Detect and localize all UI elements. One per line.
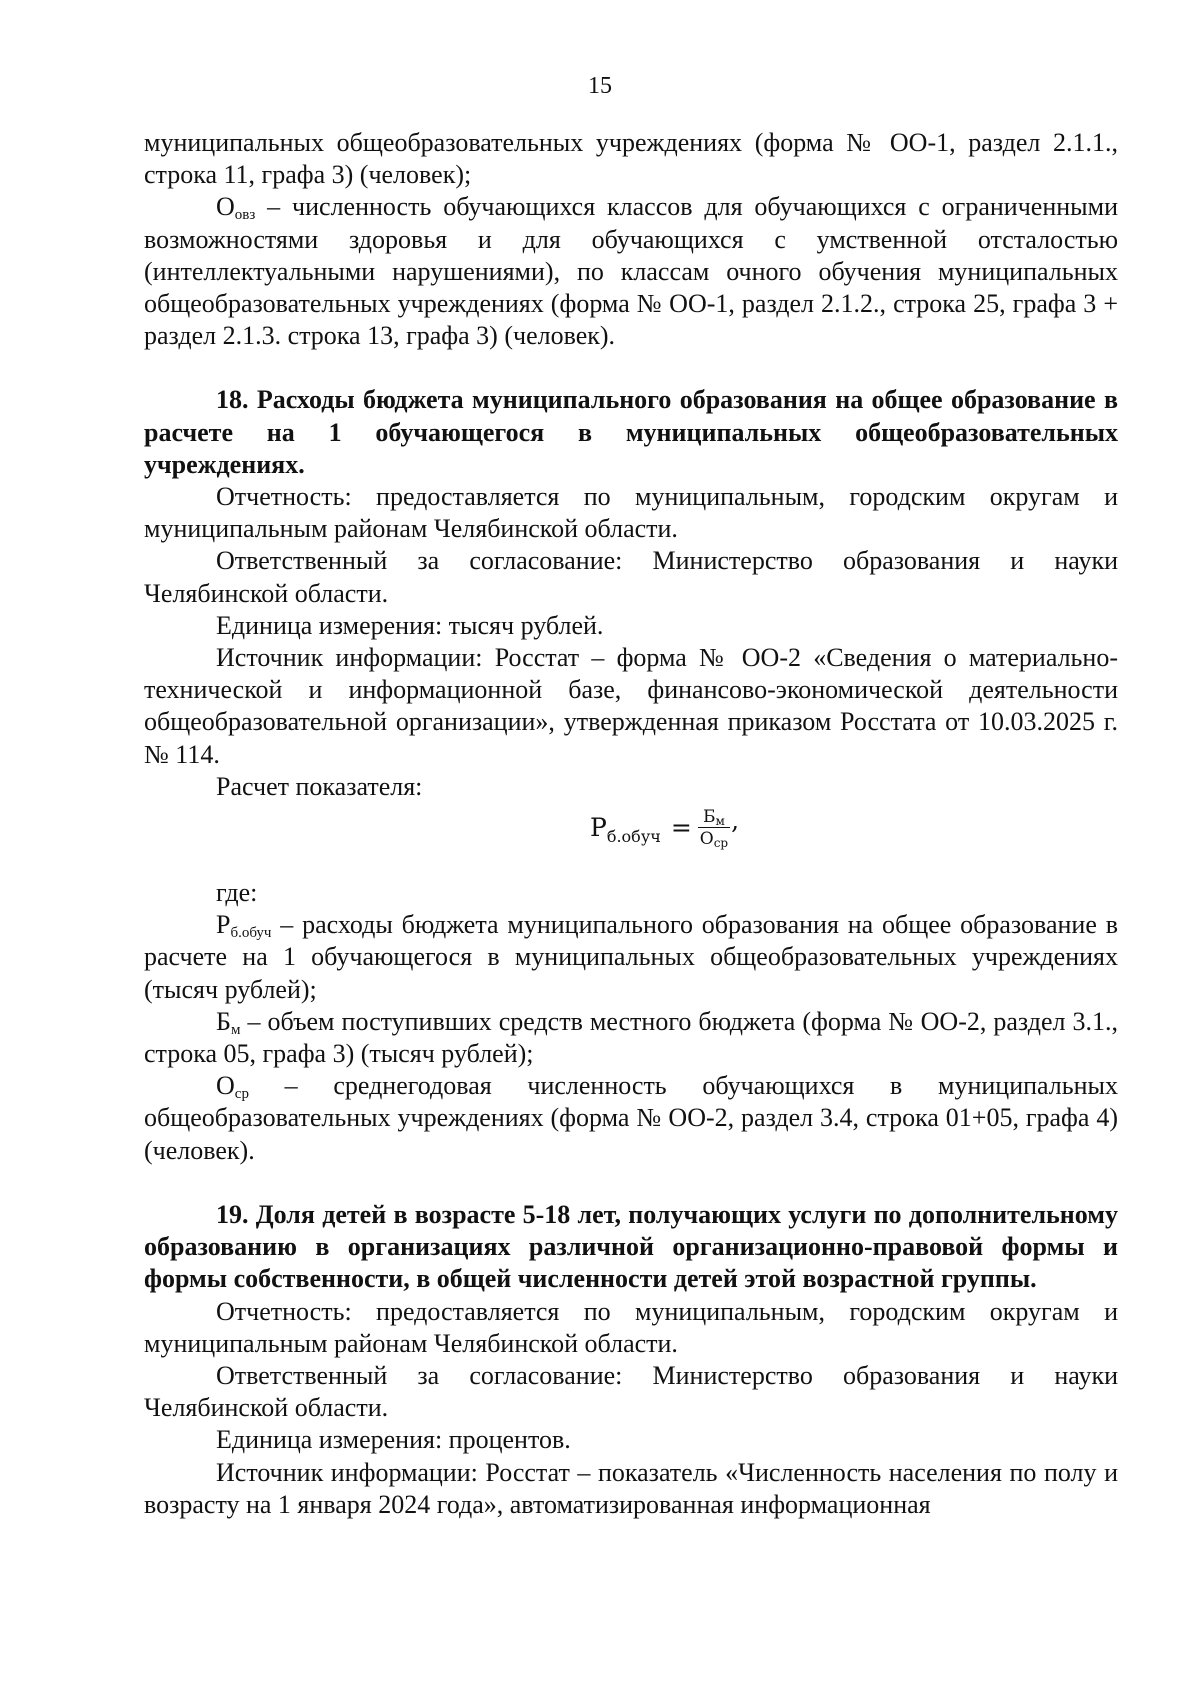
symbol: Б (216, 1006, 231, 1036)
symbol: О (216, 192, 235, 222)
section-18-reporting: Отчетность: предоставляется по муниципальным, городским округам и муниципальным районам Челябинской области. (144, 482, 1118, 544)
section-19-responsible: Ответственный за согласование: Министерство образования и науки Челябинской области. (144, 1360, 1118, 1423)
symbol: О (216, 1071, 235, 1101)
paragraph: муниципальных общеобразовательных учреждениях (форма № ОО-1, раздел 2.1.1., строка 11, графа 3) (человек); (144, 128, 1118, 190)
document-body (144, 127, 1118, 1521)
formula-denominator: О (699, 829, 714, 850)
symbol-subscript: м (230, 1021, 241, 1038)
definition-osr (144, 1070, 1118, 1167)
section-19-source: Источник информации: Росстат – показатель «Численность населения по полу и возрасту на 1 января 2024 года», автоматизированная информационная (144, 1457, 1118, 1519)
symbol: Р (216, 910, 231, 940)
formula-numerator-subscript: м (715, 814, 725, 829)
paragraph-oovz-definition (144, 191, 1118, 352)
definition-bm (144, 1006, 1118, 1070)
formula-fraction (698, 807, 730, 849)
formula-numerator: Б (703, 807, 716, 828)
page-number: 15 (588, 73, 612, 99)
symbol-subscript: овз (234, 207, 256, 224)
formula-denominator-subscript: ср (713, 836, 729, 851)
where-label: где: (216, 878, 258, 908)
section-18-calc-label: Расчет показателя: (216, 771, 423, 801)
section-18-responsible: Ответственный за согласование: Министерство образования и науки Челябинской области. (144, 546, 1118, 608)
definition-text: – объем поступивших средств местного бюджета (форма № ОО-2, раздел 3.1., строка 05, графа 3) (тысяч рублей); (144, 1006, 1118, 1069)
definition-text: – численность обучающихся классов для обучающихся с ограниченными возможностями здоровья и для обучающихся с умственной отсталостью (интеллектуальными нарушениями), по классам очного обучения муниципальных общеобразовательных учреждениях (форма № ОО-1, раздел 2.1.2., строка 25, графа 3 + раздел 2.1.3. строка 13, графа 3) (человек). (144, 192, 1118, 351)
formula-lhs: Р (590, 813, 607, 843)
section-19-reporting: Отчетность: предоставляется по муниципальным, городским округам и муниципальным районам Челябинской области. (144, 1296, 1118, 1358)
definition-text: – расходы бюджета муниципального образования на общее образование в расчете на 1 обучающегося в муниципальных общеобразовательных учреждениях (тысяч рублей); (144, 910, 1118, 1004)
definition-text: – среднегодовая численность обучающихся в муниципальных общеобразовательных учреждениях (форма № ОО-2, раздел 3.4, строка 01+05, графа 4) (человек). (144, 1071, 1118, 1165)
formula-lhs-subscript: б.обуч (606, 827, 661, 847)
section-18-heading: 18. Расходы бюджета муниципального образования на общее образование в расчете на 1 обучающегося в муниципальных общеобразовательных учреждениях. (144, 385, 1118, 479)
formula (144, 803, 1118, 877)
definition-rbobuch (144, 909, 1118, 1006)
formula-comma: , (731, 806, 740, 836)
section-18-unit: Единица измерения: тысяч рублей. (216, 610, 604, 640)
formula-equals: = (670, 813, 692, 843)
section-19-unit: Единица измерения: процентов. (216, 1425, 571, 1455)
section-18-source: Источник информации: Росстат – форма № ОО-2 «Сведения о материально-технической и информационной базе, финансово-экономической деятельности общеобразовательной организации», утвержденная приказом Росстата от 10.03.2025 г. № 114. (144, 643, 1118, 769)
section-19-heading: 19. Доля детей в возрасте 5-18 лет, получающих услуги по дополнительному образованию в организациях различной организационно-правовой формы и формы собственности, в общей численности детей этой возрастной группы. (144, 1199, 1118, 1294)
symbol-subscript: б.обуч (230, 925, 272, 942)
symbol-subscript: ср (234, 1086, 249, 1103)
